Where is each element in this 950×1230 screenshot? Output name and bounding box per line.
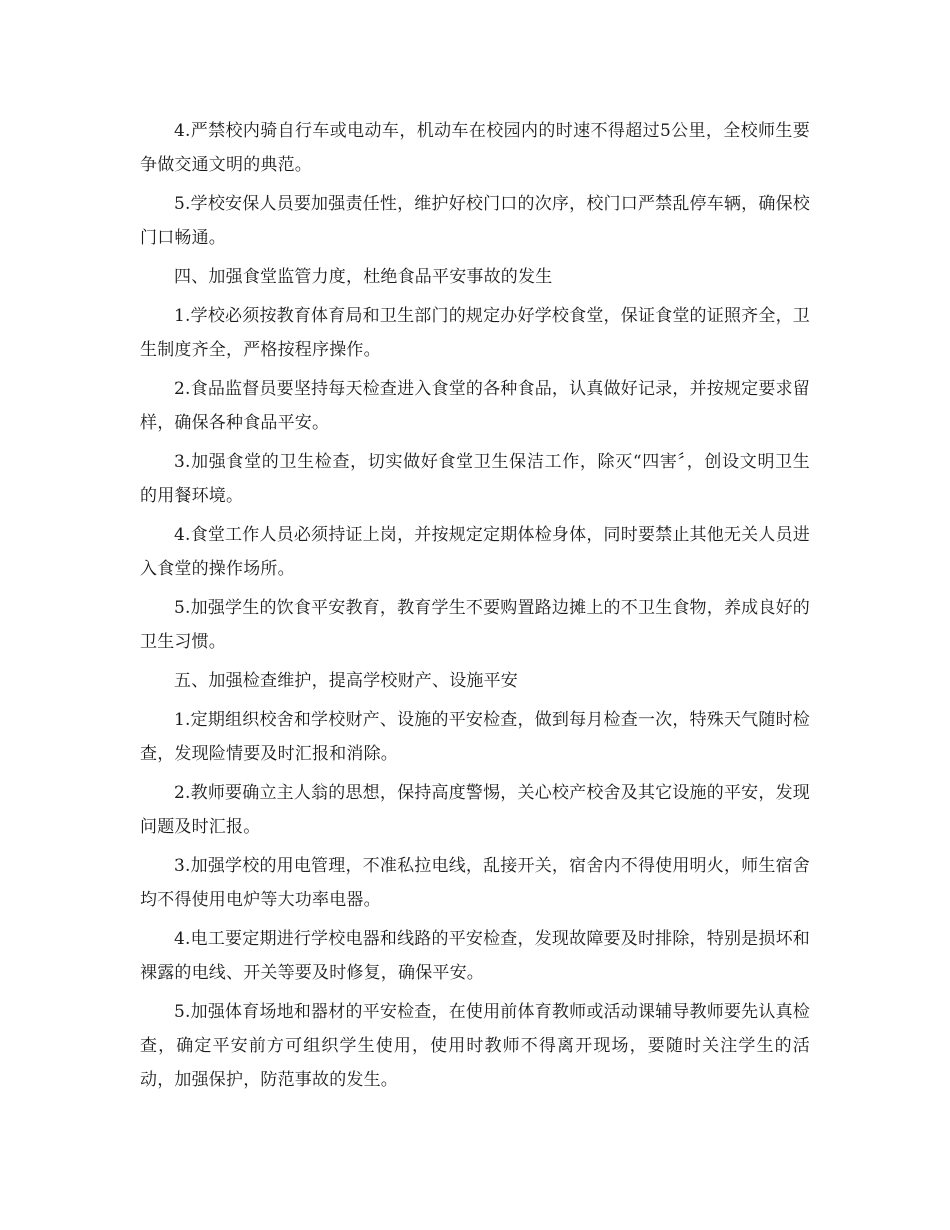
section-heading: 五、加强检查维护，提高学校财产、设施平安 [174, 671, 518, 691]
paragraph: 4.严禁校内骑自行车或电动车，机动车在校园内的时速不得超过5公里，全校师生要争做交通文明的典范。 [140, 121, 810, 175]
paragraph: 3.加强学校的用电管理，不准私拉电线，乱接开关，宿舍内不得使用明火，师生宿舍均不得使用电炉等大功率电器。 [140, 856, 810, 910]
paragraph: 5.加强学生的饮食平安教育，教育学生不要购置路边摊上的不卫生食物，养成良好的卫生习惯。 [140, 598, 810, 652]
paragraph: 5.加强体育场地和器材的平安检查，在使用前体育教师或活动课辅导教师要先认真检查，确定平安前方可组织学生使用，使用时教师不得离开现场，要随时关注学生的活动，加强保护，防范事故的发生。 [140, 1002, 810, 1090]
paragraph: 4.食堂工作人员必须持证上岗，并按规定定期体检身体，同时要禁止其他无关人员进入食堂的操作场所。 [140, 525, 810, 579]
paragraph: 2.食品监督员要坚持每天检查进入食堂的各种食品，认真做好记录，并按规定要求留样，确保各种食品平安。 [140, 379, 810, 433]
section-heading: 四、加强食堂监管力度，杜绝食品平安事故的发生 [174, 267, 553, 287]
paragraph: 2.教师要确立主人翁的思想，保持高度警惕，关心校产校舍及其它设施的平安，发现问题及时汇报。 [140, 783, 810, 837]
paragraph: 4.电工要定期进行学校电器和线路的平安检查，发现故障要及时排除，特别是损坏和裸露的电线、开关等要及时修复，确保平安。 [140, 929, 810, 983]
document-body [140, 114, 810, 1102]
paragraph: 1.学校必须按教育体育局和卫生部门的规定办好学校食堂，保证食堂的证照齐全，卫生制度齐全，严格按程序操作。 [140, 306, 810, 360]
paragraph: 1.定期组织校舍和学校财产、设施的平安检查，做到每月检查一次，特殊天气随时检查，发现险情要及时汇报和消除。 [140, 710, 810, 764]
paragraph: 3.加强食堂的卫生检查，切实做好食堂卫生保洁工作，除灭“四害〞，创设文明卫生的用餐环境。 [140, 452, 810, 506]
paragraph: 5.学校安保人员要加强责任性，维护好校门口的次序，校门口严禁乱停车辆，确保校门口畅通。 [140, 194, 810, 248]
